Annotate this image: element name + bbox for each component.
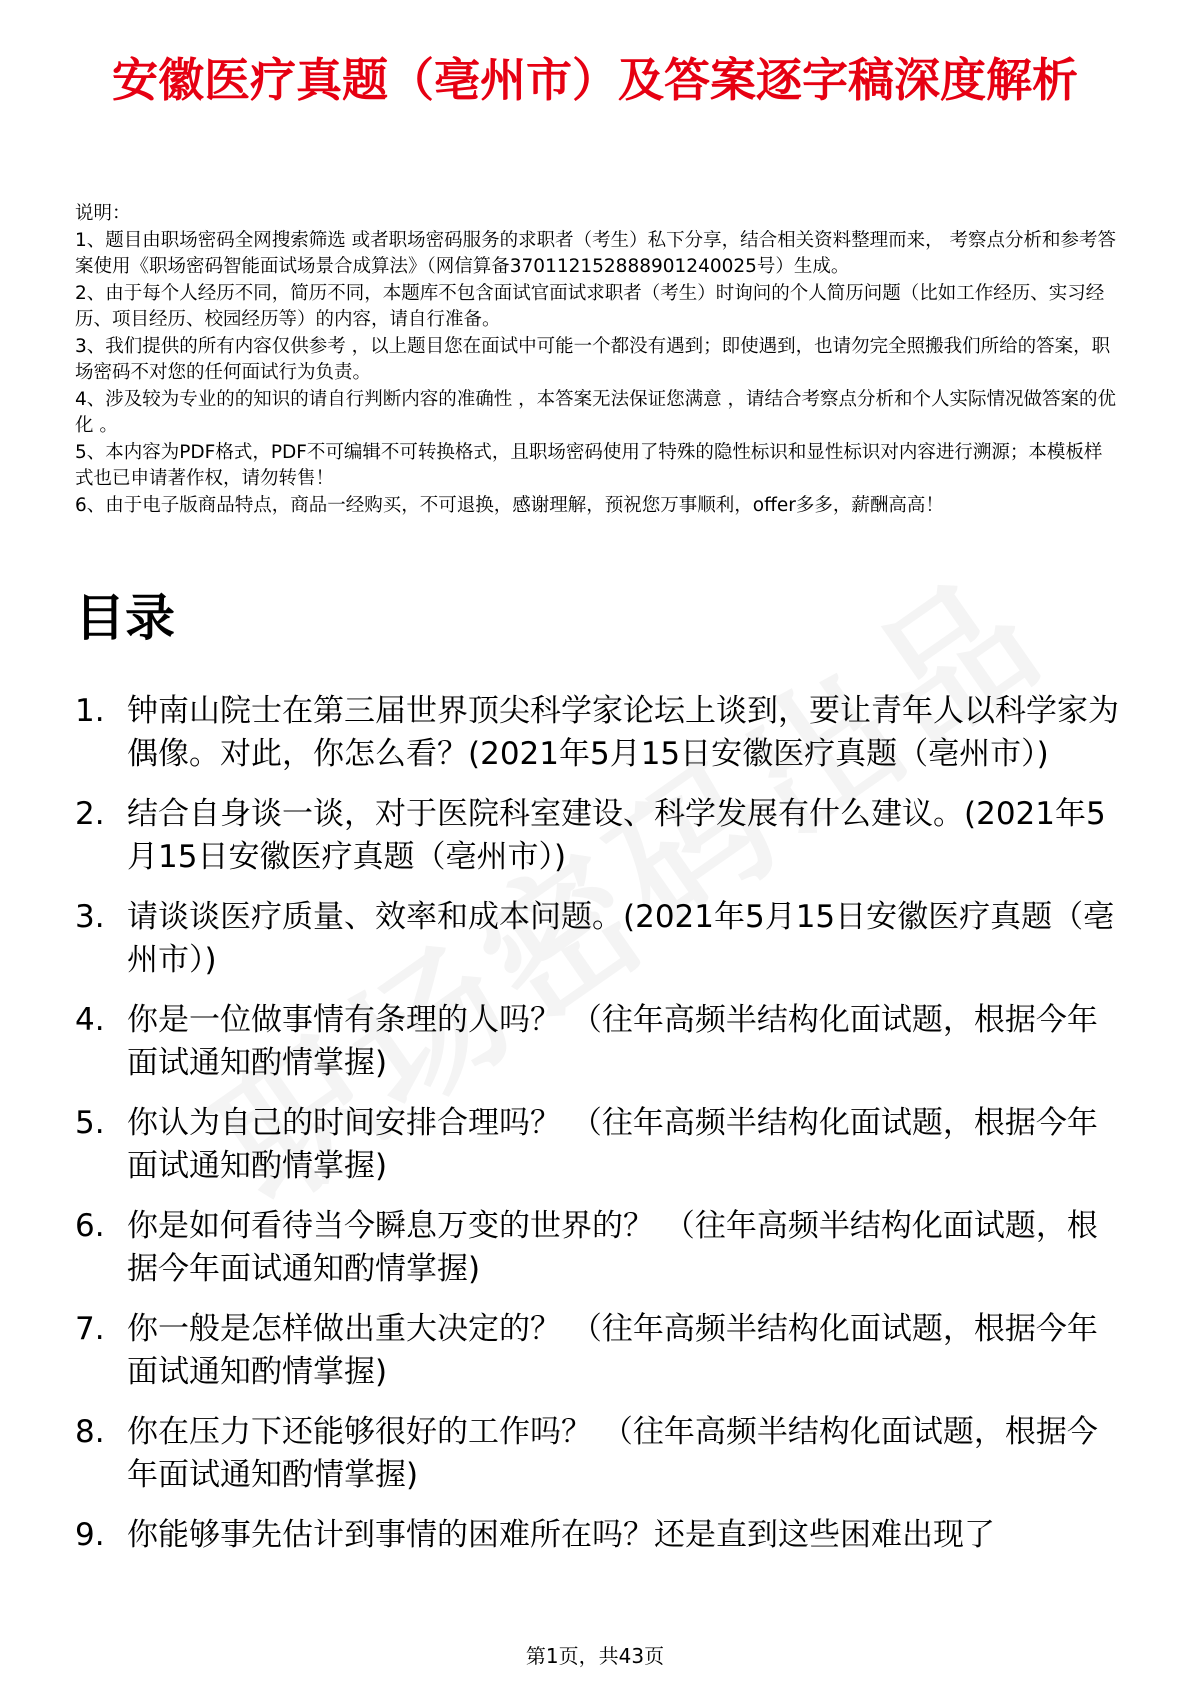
toc-item-text: 你是如何看待当今瞬息万变的世界的？ （往年高频半结构化面试题，根据今年面试通知酌情掌握) [127, 1208, 1098, 1287]
toc-item[interactable] [75, 1411, 1120, 1497]
toc-item-number: 8. [75, 1414, 105, 1450]
toc-item-text: 钟南山院士在第三届世界顶尖科学家论坛上谈到，要让青年人以科学家为偶像。对此，你怎么看？(2021年5月15日安徽医疗真题（亳州市）) [127, 693, 1119, 772]
notes-section [75, 201, 1120, 519]
toc-list [75, 690, 1120, 1574]
note-item: 5、本内容为PDF格式，PDF不可编辑不可转换格式，且职场密码使用了特殊的隐性标识和显性标识对内容进行溯源；本模板样式也已申请著作权，请勿转售！ [75, 441, 1103, 489]
toc-item-number: 5. [75, 1105, 105, 1141]
toc-item-number: 3. [75, 899, 105, 935]
toc-item-text: 你是一位做事情有条理的人吗？ （往年高频半结构化面试题，根据今年面试通知酌情掌握) [127, 1002, 1098, 1081]
toc-item[interactable] [75, 999, 1120, 1085]
toc-item-number: 9. [75, 1517, 105, 1553]
toc-item-number: 4. [75, 1002, 105, 1038]
toc-item-text: 你一般是怎样做出重大决定的？ （往年高频半结构化面试题，根据今年面试通知酌情掌握) [127, 1311, 1098, 1390]
note-item: 1、题目由职场密码全网搜索筛选 或者职场密码服务的求职者（考生）私下分享，结合相关资料整理而来， 考察点分析和参考答案使用《职场密码智能面试场景合成算法》（网信算备370112152888901240025号）生成。 [75, 229, 1117, 277]
toc-item-text: 你在压力下还能够很好的工作吗？ （往年高频半结构化面试题，根据今年面试通知酌情掌握) [127, 1414, 1098, 1493]
notes-heading: 说明： [75, 203, 131, 224]
toc-item-text: 你能够事先估计到事情的困难所在吗？还是直到这些困难出现了 [127, 1517, 995, 1553]
note-item: 4、涉及较为专业的的知识的请自行判断内容的准确性 ，本答案无法保证您满意 ，请结合考察点分析和个人实际情况做答案的优化 。 [75, 388, 1117, 436]
document-title: 安徽医疗真题（亳州市）及答案逐字稿深度解析 [112, 53, 1078, 107]
toc-item[interactable] [75, 1308, 1120, 1394]
toc-heading: 目录 [75, 589, 175, 647]
note-item: 6、由于电子版商品特点，商品一经购买，不可退换，感谢理解，预祝您万事顺利，offer多多，薪酬高高！ [75, 494, 944, 516]
toc-item[interactable] [75, 1102, 1120, 1188]
toc-item-number: 2. [75, 796, 105, 832]
toc-item-text: 你认为自己的时间安排合理吗？ （往年高频半结构化面试题，根据今年面试通知酌情掌握) [127, 1105, 1098, 1184]
toc-item-number: 6. [75, 1208, 105, 1244]
note-item: 3、我们提供的所有内容仅供参考 ，以上题目您在面试中可能一个都没有遇到；即使遇到，也请勿完全照搬我们所给的答案，职场密码不对您的任何面试行为负责。 [75, 335, 1111, 383]
toc-item-number: 7. [75, 1311, 105, 1347]
note-item: 2、由于每个人经历不同，简历不同，本题库不包含面试官面试求职者（考生）时询问的个人简历问题（比如工作经历、实习经历、项目经历、校园经历等）的内容，请自行准备。 [75, 282, 1105, 330]
toc-item[interactable] [75, 1514, 1120, 1557]
toc-item-text: 请谈谈医疗质量、效率和成本问题。(2021年5月15日安徽医疗真题（亳州市）) [127, 899, 1115, 978]
toc-item[interactable] [75, 896, 1120, 982]
toc-item[interactable] [75, 1205, 1120, 1291]
toc-item-text: 结合自身谈一谈，对于医院科室建设、科学发展有什么建议。(2021年5月15日安徽医疗真题（亳州市）) [127, 796, 1106, 875]
toc-item[interactable] [75, 690, 1120, 776]
toc-item[interactable] [75, 793, 1120, 879]
toc-item-number: 1. [75, 693, 105, 729]
page-footer: 第1页，共43页 [525, 1644, 665, 1668]
